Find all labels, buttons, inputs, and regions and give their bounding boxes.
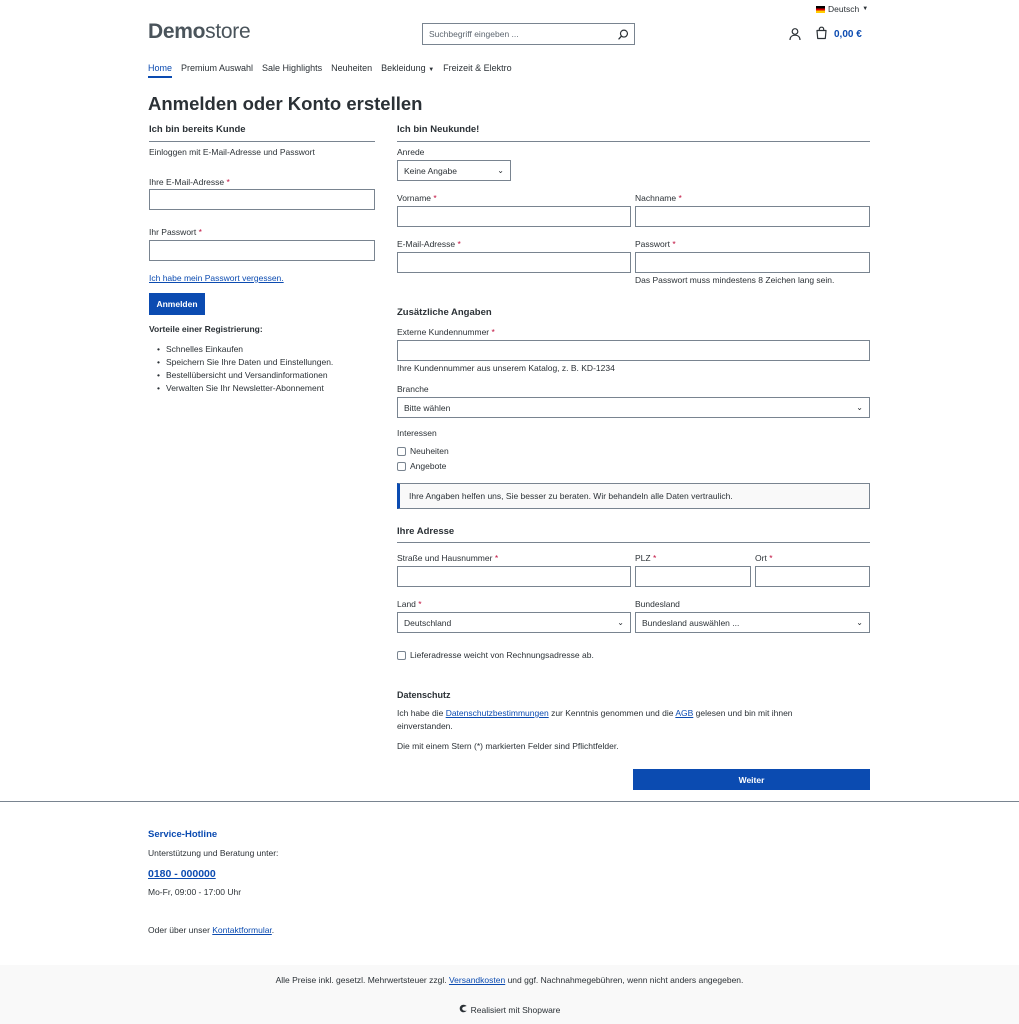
powered-by[interactable]: [0, 1004, 1019, 1015]
salutation-label: Anrede: [397, 147, 425, 157]
cart-total: 0,00 €: [834, 28, 862, 40]
main-navigation: [148, 63, 512, 78]
hotline-hours: Mo-Fr, 09:00 - 17:00 Uhr: [148, 887, 242, 897]
register-email-label-text: E-Mail-Adresse: [397, 239, 456, 249]
zip-field[interactable]: [635, 566, 751, 587]
login-intro: Einloggen mit E-Mail-Adresse und Passwort: [149, 147, 315, 157]
cart-button[interactable]: [815, 26, 862, 42]
search-input[interactable]: [423, 24, 612, 44]
login-password-label-text: Ihr Passwort: [149, 227, 197, 237]
firstname-label-text: Vorname: [397, 193, 432, 203]
logo-light-text: store: [205, 20, 251, 43]
privacy-title: Datenschutz: [397, 690, 451, 700]
hotline-title: Service-Hotline: [148, 829, 218, 840]
state-select[interactable]: [635, 612, 870, 633]
benefits-list: [149, 343, 389, 395]
interests-label: Interessen: [397, 428, 437, 438]
required-mark: *: [672, 239, 676, 249]
powered-by-label: Realisiert mit Shopware: [470, 1004, 561, 1015]
footer-bottom: [0, 965, 1019, 1024]
country-label-text: Land: [397, 599, 416, 609]
required-note: Die mit einem Stern (*) markierten Felder sind Pflichtfelder.: [397, 741, 619, 751]
cart-icon: [815, 26, 828, 42]
interest-label: Neuheiten: [410, 446, 449, 456]
login-password-field[interactable]: [149, 240, 375, 261]
lastname-label: [635, 193, 682, 203]
continue-button[interactable]: Weiter: [633, 769, 870, 790]
country-label: [397, 599, 422, 609]
required-mark: *: [652, 553, 657, 563]
required-mark: *: [198, 227, 202, 237]
nav-item-home[interactable]: Home: [148, 63, 172, 78]
firstname-field[interactable]: [397, 206, 631, 227]
contact-text-part: Oder über unser: [148, 925, 213, 935]
city-label: [755, 553, 773, 563]
zip-label-text: PLZ: [635, 553, 651, 563]
country-value: Deutschland: [404, 617, 452, 628]
info-alert: Ihre Angaben helfen uns, Sie besser zu beraten. Wir behandeln alle Daten vertraulich.: [397, 483, 870, 509]
contact-form-link[interactable]: Kontaktformular: [212, 925, 272, 935]
contact-text-part: .: [271, 925, 275, 935]
industry-label: Branche: [397, 384, 429, 394]
german-flag-icon: [816, 6, 825, 13]
register-password-label: [635, 239, 676, 249]
different-shipping-label: Lieferadresse weicht von Rechnungsadresse ab.: [410, 650, 594, 660]
required-mark: *: [433, 193, 437, 203]
page-title: Anmelden oder Konto erstellen: [148, 93, 423, 114]
industry-select[interactable]: [397, 397, 870, 418]
privacy-text-part: gelesen und bin mit ihnen einverstanden.: [397, 708, 793, 731]
required-mark: *: [494, 553, 499, 563]
address-divider: [397, 542, 870, 543]
list-item: • Schnelles Einkaufen: [149, 343, 389, 356]
nav-item-neuheiten[interactable]: Neuheiten: [331, 63, 373, 73]
terms-link[interactable]: AGB: [675, 708, 694, 718]
zip-label: [635, 553, 656, 563]
required-mark: *: [226, 177, 230, 187]
contact-text: [148, 925, 274, 935]
nav-item-freizeit-elektro[interactable]: Freizeit & Elektro: [443, 63, 512, 73]
shipping-costs-link[interactable]: Versandkosten: [448, 975, 506, 985]
customer-number-hint: Ihre Kundennummer aus unserem Katalog, z. B. KD-1234: [397, 363, 615, 373]
customer-number-field[interactable]: [397, 340, 870, 361]
privacy-text: [397, 707, 837, 733]
street-label: [397, 553, 498, 563]
register-password-field[interactable]: [635, 252, 870, 273]
required-mark: *: [418, 599, 422, 609]
different-shipping-option[interactable]: [397, 650, 594, 660]
search-icon[interactable]: [612, 24, 634, 44]
customer-number-label-text: Externe Kundennummer: [397, 327, 490, 337]
nav-item-sale-highlights[interactable]: Sale Highlights: [262, 63, 323, 73]
required-mark: *: [769, 553, 773, 563]
list-item: • Speichern Sie Ihre Daten und Einstellungen.: [149, 356, 389, 369]
privacy-text-part: zur Kenntnis genommen und die: [548, 708, 676, 718]
checkbox[interactable]: [397, 447, 406, 456]
vat-notice: [0, 975, 1019, 985]
checkbox[interactable]: [397, 462, 406, 471]
street-field[interactable]: [397, 566, 631, 587]
caret-down-icon: ▼: [862, 6, 869, 12]
country-select[interactable]: [397, 612, 631, 633]
chevron-down-icon: ⌄: [617, 618, 624, 627]
benefits-title: Vorteile einer Registrierung:: [149, 324, 263, 334]
login-email-field[interactable]: [149, 189, 375, 210]
account-icon[interactable]: [788, 27, 802, 41]
vat-text-part: und ggf. Nachnahmegebühren, wenn nicht anders angegeben.: [505, 975, 744, 985]
vat-text-part: Alle Preise inkl. gesetzl. Mehrwertsteuer zzgl.: [275, 975, 449, 985]
search-bar: [422, 23, 635, 45]
salutation-value: Keine Angabe: [404, 165, 457, 176]
register-divider: [397, 141, 870, 142]
store-logo[interactable]: [148, 20, 250, 44]
required-mark: *: [491, 327, 495, 337]
industry-value: Bitte wählen: [404, 402, 451, 413]
caret-down-icon: ▼: [428, 67, 435, 73]
nav-item-bekleidung-label: Bekleidung: [381, 63, 426, 73]
firstname-label: [397, 193, 437, 203]
lastname-field[interactable]: [635, 206, 870, 227]
city-field[interactable]: [755, 566, 870, 587]
login-password-label: [149, 227, 202, 237]
nav-item-premium-auswahl[interactable]: Premium Auswahl: [181, 63, 254, 73]
list-item: • Verwalten Sie Ihr Newsletter-Abonnement: [149, 382, 389, 395]
login-email-label: [149, 177, 230, 187]
language-label: Deutsch: [828, 4, 860, 14]
required-mark: *: [678, 193, 682, 203]
lastname-label-text: Nachname: [635, 193, 677, 203]
shopware-icon: [459, 1004, 468, 1015]
checkbox[interactable]: [397, 651, 406, 660]
nav-item-bekleidung[interactable]: [381, 63, 434, 78]
state-label: Bundesland: [635, 599, 680, 609]
logo-bold-text: Demo: [148, 20, 206, 43]
street-label-text: Straße und Hausnummer: [397, 553, 493, 563]
register-email-label: [397, 239, 461, 249]
login-title: Ich bin bereits Kunde: [149, 124, 246, 135]
interest-label: Angebote: [410, 461, 447, 471]
city-label-text: Ort: [755, 553, 767, 563]
chevron-down-icon: ⌄: [856, 403, 863, 412]
language-switcher[interactable]: [816, 4, 868, 14]
register-email-field[interactable]: [397, 252, 631, 273]
register-title: Ich bin Neukunde!: [397, 124, 480, 135]
hotline-phone-link[interactable]: 0180 - 000000: [148, 868, 216, 880]
privacy-policy-link[interactable]: Datenschutzbestimmungen: [445, 708, 549, 718]
additional-title: Zusätzliche Angaben: [397, 307, 492, 318]
required-mark: *: [457, 239, 461, 249]
chevron-down-icon: ⌄: [856, 618, 863, 627]
interest-option-angebote[interactable]: [397, 461, 446, 471]
customer-number-label: [397, 327, 495, 337]
footer-divider: [0, 801, 1019, 802]
login-email-label-text: Ihre E-Mail-Adresse: [149, 177, 225, 187]
register-password-label-text: Passwort: [635, 239, 670, 249]
chevron-down-icon: ⌄: [497, 166, 504, 175]
login-button[interactable]: Anmelden: [149, 293, 205, 315]
forgot-password-link[interactable]: Ich habe mein Passwort vergessen.: [149, 273, 284, 283]
password-hint: Das Passwort muss mindestens 8 Zeichen lang sein.: [635, 275, 835, 285]
salutation-select[interactable]: [397, 160, 511, 181]
hotline-intro: Unterstützung und Beratung unter:: [148, 848, 279, 858]
login-divider: [149, 141, 375, 142]
address-title: Ihre Adresse: [397, 526, 455, 537]
state-value: Bundesland auswählen ...: [642, 617, 740, 628]
interest-option-neuheiten[interactable]: [397, 446, 449, 456]
privacy-text-part: Ich habe die: [397, 708, 446, 718]
list-item: • Bestellübersicht und Versandinformationen: [149, 369, 389, 382]
